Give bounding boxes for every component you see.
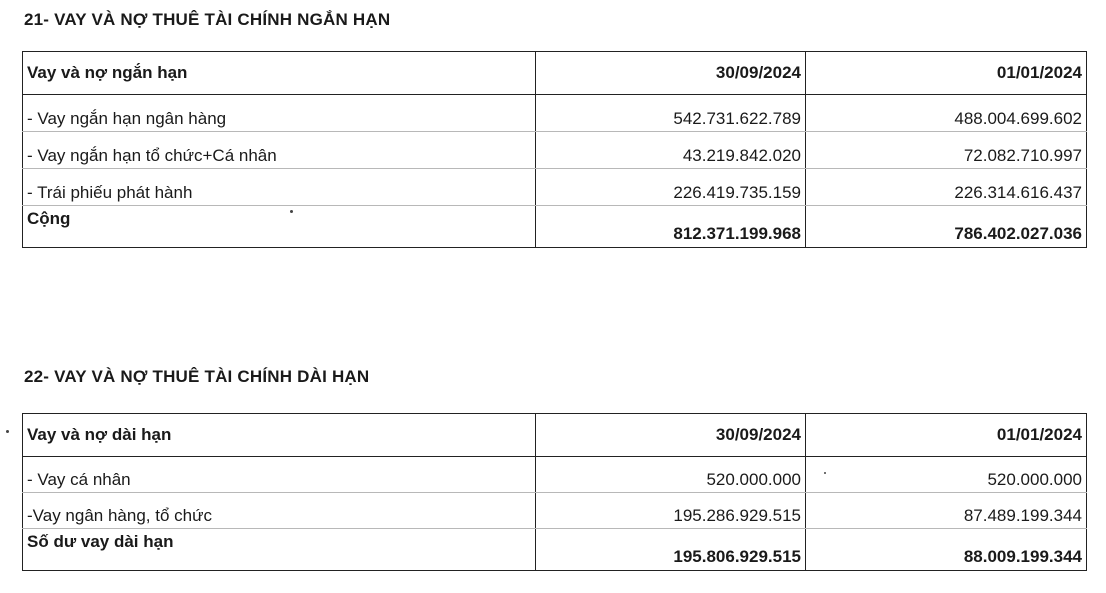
row-label: - Vay ngắn hạn ngân hàng <box>23 95 536 132</box>
table-row <box>23 169 1087 206</box>
row-value-current: 226.419.735.159 <box>536 169 806 206</box>
row-label: - Vay cá nhân <box>23 457 536 493</box>
table-header-row <box>23 414 1087 457</box>
header-label: Vay và nợ dài hạn <box>23 414 536 457</box>
row-label: - Vay ngắn hạn tổ chức+Cá nhân <box>23 132 536 169</box>
total-value-current: 812.371.199.968 <box>536 206 806 248</box>
row-value-current: 520.000.000 <box>536 457 806 493</box>
table-row <box>23 132 1087 169</box>
scan-speck <box>290 210 293 213</box>
row-value-prior: 72.082.710.997 <box>806 132 1087 169</box>
total-value-prior: 88.009.199.344 <box>806 529 1087 571</box>
long-term-loans-table <box>22 413 1087 571</box>
short-term-loans-table <box>22 51 1087 248</box>
header-date-current: 30/09/2024 <box>536 414 806 457</box>
header-date-prior: 01/01/2024 <box>806 414 1087 457</box>
header-label: Vay và nợ ngắn hạn <box>23 52 536 95</box>
total-label: Số dư vay dài hạn <box>23 529 536 571</box>
table-header-row <box>23 52 1087 95</box>
table-row <box>23 95 1087 132</box>
total-row <box>23 206 1087 248</box>
total-value-current: 195.806.929.515 <box>536 529 806 571</box>
scan-speck <box>6 430 9 433</box>
row-value-current: 542.731.622.789 <box>536 95 806 132</box>
total-value-prior: 786.402.027.036 <box>806 206 1087 248</box>
row-value-prior: 520.000.000 <box>806 457 1087 493</box>
table-row <box>23 457 1087 493</box>
row-label: - Trái phiếu phát hành <box>23 169 536 206</box>
table-row <box>23 493 1087 529</box>
header-date-current: 30/09/2024 <box>536 52 806 95</box>
row-value-current: 43.219.842.020 <box>536 132 806 169</box>
row-label: -Vay ngân hàng, tổ chức <box>23 493 536 529</box>
total-row <box>23 529 1087 571</box>
header-date-prior: 01/01/2024 <box>806 52 1087 95</box>
row-value-prior: 87.489.199.344 <box>806 493 1087 529</box>
row-value-prior: 488.004.699.602 <box>806 95 1087 132</box>
scan-speck <box>824 472 826 474</box>
row-value-current: 195.286.929.515 <box>536 493 806 529</box>
section-title-short-term: 21- VAY VÀ NỢ THUÊ TÀI CHÍNH NGẮN HẠN <box>24 10 391 29</box>
total-label: Cộng <box>23 206 536 248</box>
section-title-long-term: 22- VAY VÀ NỢ THUÊ TÀI CHÍNH DÀI HẠN <box>24 367 370 386</box>
row-value-prior: 226.314.616.437 <box>806 169 1087 206</box>
